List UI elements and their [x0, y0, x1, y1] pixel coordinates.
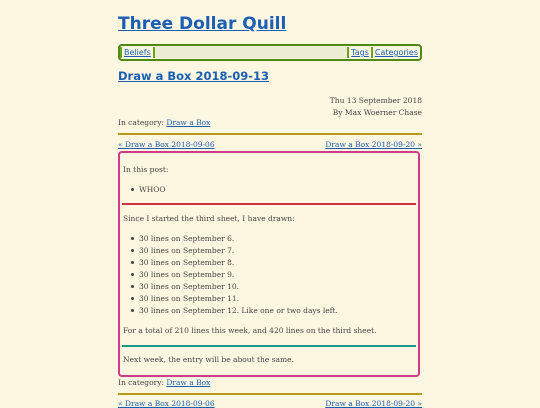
entry-outro: Next week, the entry will be about the same.: [123, 355, 294, 364]
entry-total: For a total of 210 lines this week, and 420 lines on the third sheet.: [123, 326, 377, 335]
toc-item: [139, 185, 166, 194]
list-item: 30 lines on September 9.: [139, 270, 235, 279]
category-link[interactable]: Draw a Box: [166, 118, 211, 127]
nav-spacer: [155, 47, 347, 58]
top-nav: [118, 44, 422, 61]
list-item: 30 lines on September 6.: [139, 234, 235, 243]
toc-heading: In this post:: [123, 165, 169, 174]
divider-rule: [118, 133, 422, 135]
post-date: Thu 13 September 2018: [329, 96, 422, 105]
prev-post-link-bottom[interactable]: « Draw a Box 2018-09-06: [118, 399, 215, 408]
post-category-top: [118, 118, 210, 127]
category-link[interactable]: Draw a Box: [166, 378, 211, 387]
post-title-link[interactable]: Draw a Box 2018-09-13: [118, 69, 270, 83]
list-item: 30 lines on September 10.: [139, 282, 240, 291]
list-item: 30 lines on September 7.: [139, 246, 235, 255]
next-post-link-top[interactable]: Draw a Box 2018-09-20 »: [325, 140, 422, 149]
next-post-link-bottom[interactable]: Draw a Box 2018-09-20 »: [325, 399, 422, 408]
post-meta: [330, 95, 422, 119]
entry-intro: Since I started the third sheet, I have drawn:: [123, 214, 295, 223]
toc-link-whoo[interactable]: WHOO: [139, 185, 166, 194]
section-rule-teal: [122, 345, 416, 347]
category-prefix: In category:: [118, 378, 164, 387]
list-item: 30 lines on September 12. Like one or two days left.: [139, 306, 338, 315]
nav-link-beliefs[interactable]: Beliefs: [124, 48, 151, 57]
nav-link-tags[interactable]: Tags: [351, 48, 369, 57]
list-item: 30 lines on September 8.: [139, 258, 235, 267]
entry-content: [118, 151, 420, 377]
site-title-link[interactable]: Three Dollar Quill: [118, 14, 287, 34]
section-rule-red: [122, 203, 416, 205]
post-author: By Max Woerner Chase: [332, 108, 422, 117]
nav-link-categories[interactable]: Categories: [374, 48, 418, 57]
category-prefix: In category:: [118, 118, 164, 127]
list-item: 30 lines on September 11.: [139, 294, 240, 303]
prev-post-link-top[interactable]: « Draw a Box 2018-09-06: [118, 140, 215, 149]
divider-rule: [118, 393, 422, 395]
post-category-bottom: [118, 378, 210, 387]
